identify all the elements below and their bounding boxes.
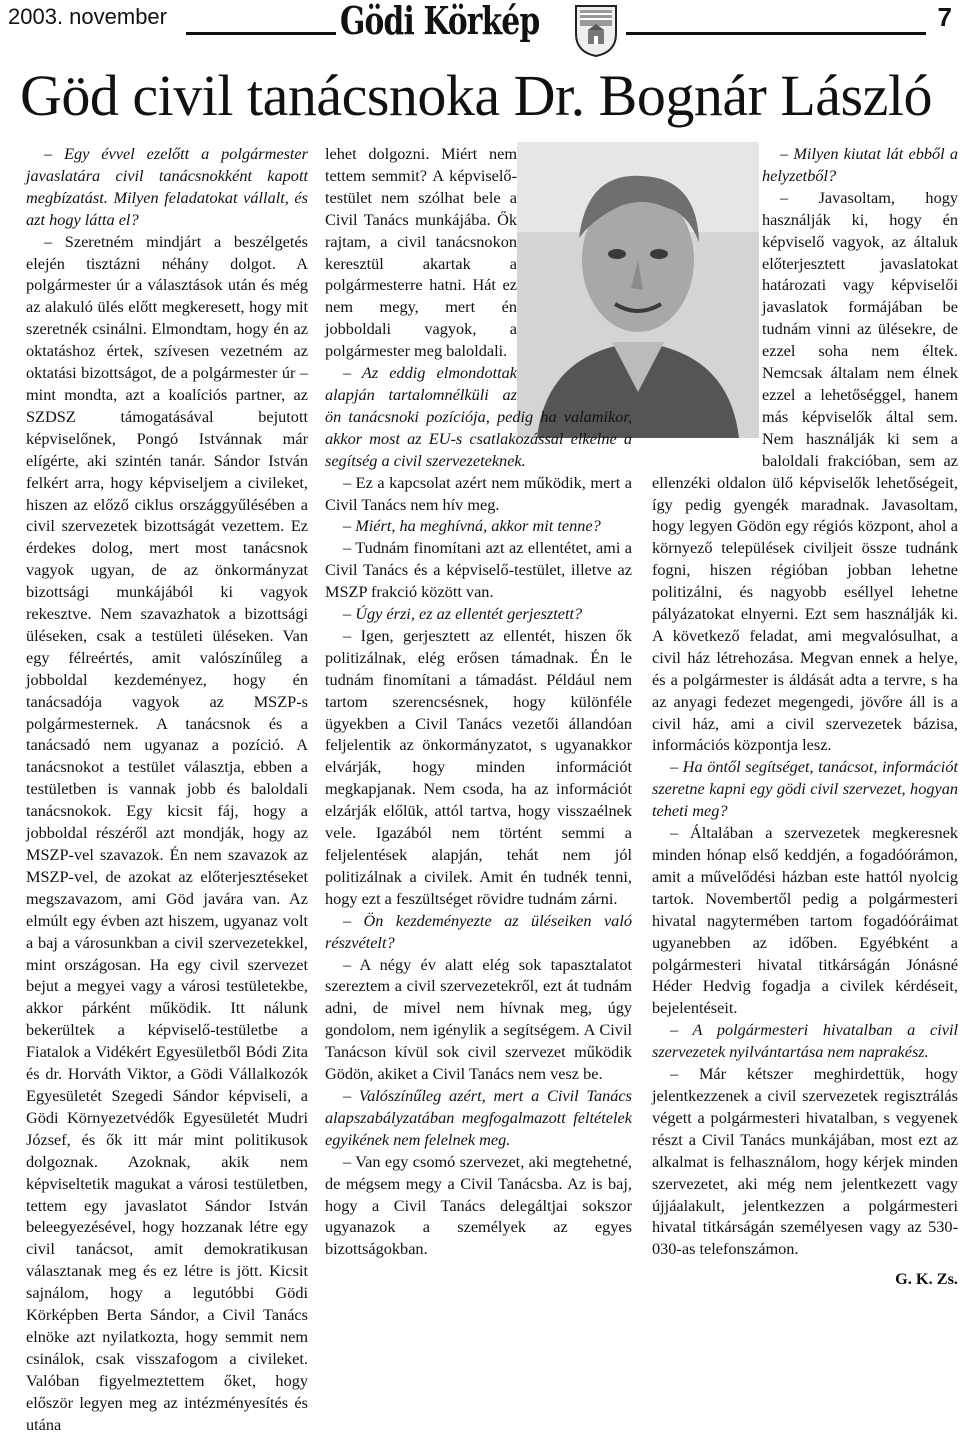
header-rule-left bbox=[186, 32, 336, 35]
article-column-2 bbox=[325, 143, 632, 1260]
town-crest-icon bbox=[574, 4, 618, 58]
interview-answer: – Van egy csomó szervezet, aki megtehetné, de mégsem megy a Civil Tanácsba. Az is baj, hogy a Civil Tanács delegáltjai sokszor ugyanazok a személyek az egyes bizottságokban. bbox=[325, 1151, 632, 1259]
interview-answer: – Szeretném mindjárt a beszélgetés elején tisztázni néhány dolgot. A polgármester úr a választások után és még az alakuló ülés előtt megkeresett, hogy mit szeretnék csinálni. Elmondtam, hogy én az oktatáshoz értek, szívesen vezetném az oktatási bizottságot, de a polgármester úr – mint mondta, azt a koalíciós partner, az SZDSZ támogatásával bejutott képviselőnek, Pongó Istvánnak már elígérte, aki szintén tanár. Sándor István felkért arra, hogy képviseljem a civileket, hiszen az előző ciklus országgyűlésében a civil szervezetek bizottságát vezettem. Ez érdekes dolog, mert most tanácsnok vagyok ugyan, de az önkormányzat bizottsági munkájából ki vagyok rekesztve. Nem szavazhatok a bizottsági üléseken, csak a testületi üléseken. Van egy félreértés, amit valószínűleg a jobboldal kezdeményez, hogy én tanácsadója vagyok az MSZP-s polgármesternek. A tanácsnok és a tanácsadó nem ugyanaz a pozíció. A tanácsnokot a testület választja, ebben a testületben is vannak jobb és baloldali tanácsnokok. Egy kicsit fáj, hogy a jobboldal részéről azt mondják, hogy az MSZP-vel szavazok. Én nem szavazok az MSZP-vel, de azokat az előterjesztéseket megszavazom, ami Göd javára van. Az elmúlt egy évben azt hiszem, ugyanaz volt a baj a városunkban a civil szervezetekkel, mint országosan. Ha egy civil szervezet bejut a megyei vagy a városi testületekbe, akkor párként működik. Itt nálunk bekerültek a képviselő-testületbe a Fiatalok a Vidékért Egyesületből Bódi Zita és dr. Horváth Viktor, a Gödi Vállalkozók Egyesületét Szegedi Sándor képviseli, a Gödi Környezetvédők Egyesületét Mudri József, és ők itt már mint politikusok dolgoznak. Azoknak, akik nem képviseltetik magukat a városi testületben, tettem egy javaslatot Sándor István beleegyezésével, hogy hozzanak létre egy civil tanácsot, amit demokratikusan választanak meg és ez létre is jött. Kicsit sajnálom, hogy a legutóbbi Gödi Körképben Berta Sándor, a Civil Tanács elnöke azt nyilatkozta, hogy semmit nem csinálok, csak visszafogom a civileket. Valóban figyelmeztettem őket, hogy először legyen meg az intézményesítés és utána bbox=[26, 231, 308, 1434]
masthead-title: Gödi Körkép bbox=[340, 0, 540, 43]
interview-answer: – Általában a szervezetek megkeresnek minden hónap első keddjén, a fogadóórámon, amit a művelődési házban este hattól nyolcig tartok. Novembertől pedig a polgármesteri hivatal nagytermében tartom fogadóóráimat ugyanebben az időben. Egyébként a polgármesteri hivatal titkárságán Jónásné Héder Hedvig fogadja a civilek kérdéseit, bejelentéseit. bbox=[652, 823, 958, 1018]
page-header bbox=[0, 0, 960, 64]
interview-question: – Ha öntől segítséget, tanácsot, információt szeretne kapni egy gödi civil szervezet, hogyan teheti meg? bbox=[652, 757, 958, 821]
interview-question: – Egy évvel ezelőtt a polgármester javaslatára civil tanácsnokként kapott megbízatást. Milyen feladatokat vállalt, és azt hogy látta el? bbox=[26, 144, 308, 229]
interview-answer: – Tudnám finomítani azt az ellentétet, ami a Civil Tanács és a képviselő-testület, illetve az MSZP frakció között van. bbox=[325, 538, 632, 602]
interview-answer: – Javasoltam, hogy használják ki, hogy én képviselő vagyok, az általuk előterjesztett javaslatokat határozati vagy képviselői javaslatok formájában be tudnám vinni az ülésekre, de ezzel soha nem éltek. Nemcsak általam nem élnek ezzel a lehetőséggel, hanem más képviselők által sem. Nem használják ki sem a baloldali frakcióban, sem az ellenzéki oldalon ülő képviselők lehetőségeit, így pedig gyengék maradnak. Javasoltam, hogy legyen Gödön egy régiós központ, ahol a környező települések civiljeit össze tudnánk fogni, hiszen régióban jobban lehetne politizálni, és nagyobb eséllyel lehetne pályázatokat elnyerni. Ezt sem használják ki. A következő feladat, ami megvalósulhat, a civil ház létrehozása. Megvan ennek a helye, és a polgármester is áldását adta a tervre, s ha az anyagi fedezet megengedi, jövőre áll is a civil ház, ami a civil szervezetek bázisa, információs központja lesz. bbox=[652, 187, 958, 755]
interview-question: – Az eddig elmondottak alapján tartalomnélküli az ön tanácsnoki pozíciója, pedig ha valamikor, akkor most az EU-s csatlakozással elkelne a segítség a civil szervezeteknek. bbox=[325, 363, 632, 470]
issue-date: 2003. november bbox=[8, 4, 167, 29]
interview-question: – Milyen kiutat lát ebből a helyzetből? bbox=[762, 144, 958, 185]
interview-answer: lehet dolgozni. Miért nem tettem semmit? A képviselő-testület nem szólhat bele a Civil Tanács munkájába. Ők rajtam, a civil tanácsnokon keresztül akartak a polgármesterre hatni. Hát ez nem megy, mert én jobboldali vagyok, a polgármester meg baloldali. bbox=[325, 144, 517, 361]
header-rule-right bbox=[626, 32, 926, 35]
interview-question: – Miért, ha meghívná, akkor mit tenne? bbox=[343, 516, 601, 536]
photo-spacer bbox=[652, 143, 762, 453]
interview-answer: – Már kétszer meghirdettük, hogy jelentkezzenek a civil szervezetek regisztrálás végett a polgármesteri hivatalban, s vegyenek részt a Civil Tanács munkájában, most ezt az alkalmat is felhasználom, hogy kérjek minden szervezetet, aki még nem jelentkezett vagy újjáalakult, jelentkezzen a polgármesteri hivatal titkárságán személyesen vagy az 530-030-as telefonszámon. bbox=[652, 1064, 958, 1259]
article-headline: Göd civil tanácsnoka Dr. Bognár László bbox=[20, 63, 932, 128]
interview-question: – Ön kezdeményezte az üléseiken való részvételt? bbox=[325, 910, 632, 952]
interview-question: – Valószínűleg azért, mert a Civil Tanács alapszabályzatában megfogalmazott feltételek egyikének nem felelnek meg. bbox=[325, 1085, 632, 1149]
article-column-3 bbox=[652, 143, 958, 1290]
interview-question: – A polgármesteri hivatalban a civil szervezetek nyilvántartása nem naprakész. bbox=[652, 1020, 958, 1062]
page-number: 7 bbox=[937, 2, 952, 32]
author-signature: G. K. Zs. bbox=[895, 1269, 958, 1289]
interview-answer: – A négy év alatt elég sok tapasztalatot szereztem a civil szervezetekről, ezt át tudnám adni, de mivel nem hívnak meg, úgy gondolom, nem igénylik a segítségem. A Civil Tanácson kívül sok civil szervezet működik Gödön, akiket a Civil Tanács nem vesz be. bbox=[325, 954, 632, 1084]
interview-answer: – Igen, gerjesztett az ellentét, hiszen ők politizálnak, elég erősen támadnak. Én le tudnám finomítani a támadást. Például nem tartom szerencsésnek, hogy különféle ügyekben a Civil Tanács vezetői állandóan feljelentik az önkormányzatot, s ugyanakkor elvárják, hogy minden információt megkapjanak. Nem csoda, ha az információt elzárják előlük, attól tartva, hogy visszaélnek vele. Igazából nem történt semmi a feljelentések alapján, tehát nem jól politizálnak a civilek. Amit én tudnék tenni, hogy ezt a feszültséget rövidre tudnám zárni. bbox=[325, 625, 632, 908]
article-column-1 bbox=[26, 143, 308, 1435]
interview-answer: – Ez a kapcsolat azért nem működik, mert a Civil Tanács nem hív meg. bbox=[325, 472, 632, 514]
photo-spacer bbox=[517, 143, 632, 389]
interview-question: – Úgy érzi, ez az ellentét gerjesztett? bbox=[343, 604, 583, 624]
